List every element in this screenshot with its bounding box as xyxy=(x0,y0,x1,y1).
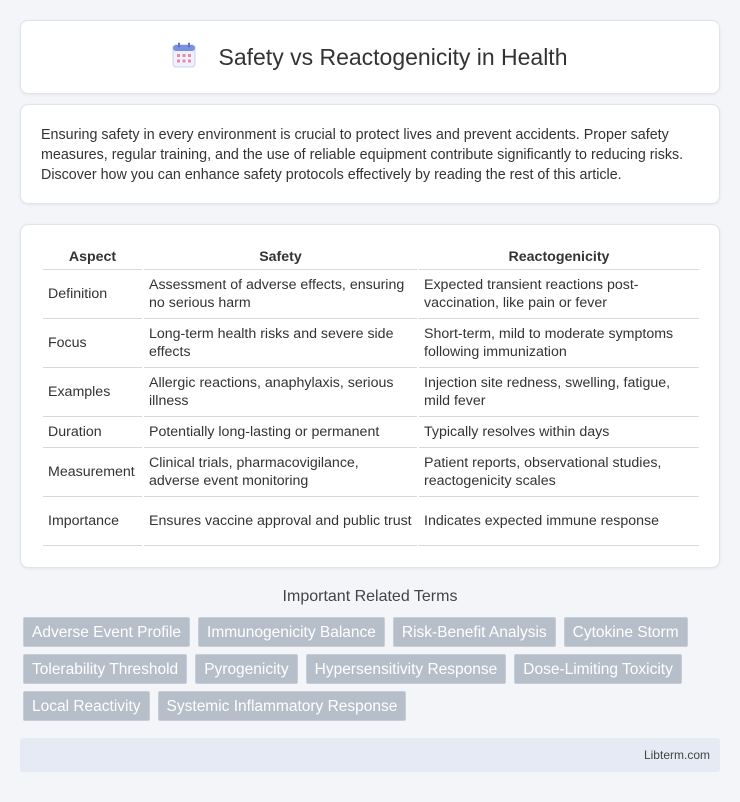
page-title: Safety vs Reactogenicity in Health xyxy=(218,43,568,70)
related-terms-title: Important Related Terms xyxy=(282,588,458,605)
cell-safety: Ensures vaccine approval and public trust xyxy=(143,496,418,545)
tag-adverse-event-profile[interactable]: Adverse Event Profile xyxy=(23,617,190,647)
intro-text: Ensuring safety in every environment is crucial to protect lives and prevent accidents. Proper safety measures, regular training, and the use of reliable equipment contribute significantly to reducing risks. Discover how you can enhance safety protocols effectively by reading the rest of this article. xyxy=(41,127,684,183)
comparison-table xyxy=(43,245,699,546)
tag-systemic-inflammatory-response[interactable]: Systemic Inflammatory Response xyxy=(158,691,407,721)
header-aspect: Aspect xyxy=(43,245,143,269)
table-header-row xyxy=(43,245,699,269)
tag-risk-benefit-analysis[interactable]: Risk-Benefit Analysis xyxy=(393,617,556,647)
table-row xyxy=(43,447,699,496)
title-wrap xyxy=(172,42,567,73)
cell-reactogenicity: Expected transient reactions post-vaccination, like pain or fever xyxy=(418,269,699,318)
tag-immunogenicity-balance[interactable]: Immunogenicity Balance xyxy=(198,617,385,647)
comparison-card xyxy=(20,224,720,568)
tag-tolerability-threshold[interactable]: Tolerability Threshold xyxy=(23,654,187,684)
cell-safety: Assessment of adverse effects, ensuring no serious harm xyxy=(143,269,418,318)
intro-card xyxy=(20,104,720,204)
cell-reactogenicity: Short-term, mild to moderate symptoms following immunization xyxy=(418,318,699,367)
cell-aspect: Focus xyxy=(43,318,143,367)
header-safety: Safety xyxy=(143,245,418,269)
cell-aspect: Definition xyxy=(43,269,143,318)
tag-hypersensitivity-response[interactable]: Hypersensitivity Response xyxy=(306,654,507,684)
footer-brand[interactable]: Libterm.com xyxy=(643,748,710,762)
cell-safety: Allergic reactions, anaphylaxis, serious illness xyxy=(143,367,418,416)
cell-aspect: Measurement xyxy=(43,447,143,496)
table-row xyxy=(43,416,699,447)
table-row xyxy=(43,269,699,318)
cell-reactogenicity: Typically resolves within days xyxy=(418,416,699,447)
tag-dose-limiting-toxicity[interactable]: Dose-Limiting Toxicity xyxy=(514,654,682,684)
header-reactogenicity: Reactogenicity xyxy=(418,245,699,269)
related-tags xyxy=(20,617,720,721)
cell-aspect: Duration xyxy=(43,416,143,447)
cell-reactogenicity: Indicates expected immune response xyxy=(418,496,699,545)
tag-cytokine-storm[interactable]: Cytokine Storm xyxy=(564,617,688,647)
footer xyxy=(20,738,720,772)
table-row xyxy=(43,318,699,367)
cell-safety: Potentially long-lasting or permanent xyxy=(143,416,418,447)
table-row xyxy=(43,367,699,416)
cell-safety: Long-term health risks and severe side effects xyxy=(143,318,418,367)
related-terms-section xyxy=(20,588,720,721)
cell-aspect: Examples xyxy=(43,367,143,416)
tag-pyrogenicity[interactable]: Pyrogenicity xyxy=(195,654,297,684)
calendar-icon xyxy=(172,42,196,73)
cell-reactogenicity: Injection site redness, swelling, fatigue, mild fever xyxy=(418,367,699,416)
cell-reactogenicity: Patient reports, observational studies, reactogenicity scales xyxy=(418,447,699,496)
tag-local-reactivity[interactable]: Local Reactivity xyxy=(23,691,150,721)
table-row xyxy=(43,496,699,545)
cell-safety: Clinical trials, pharmacovigilance, adverse event monitoring xyxy=(143,447,418,496)
header-card xyxy=(20,20,720,94)
cell-aspect: Importance xyxy=(43,496,143,545)
